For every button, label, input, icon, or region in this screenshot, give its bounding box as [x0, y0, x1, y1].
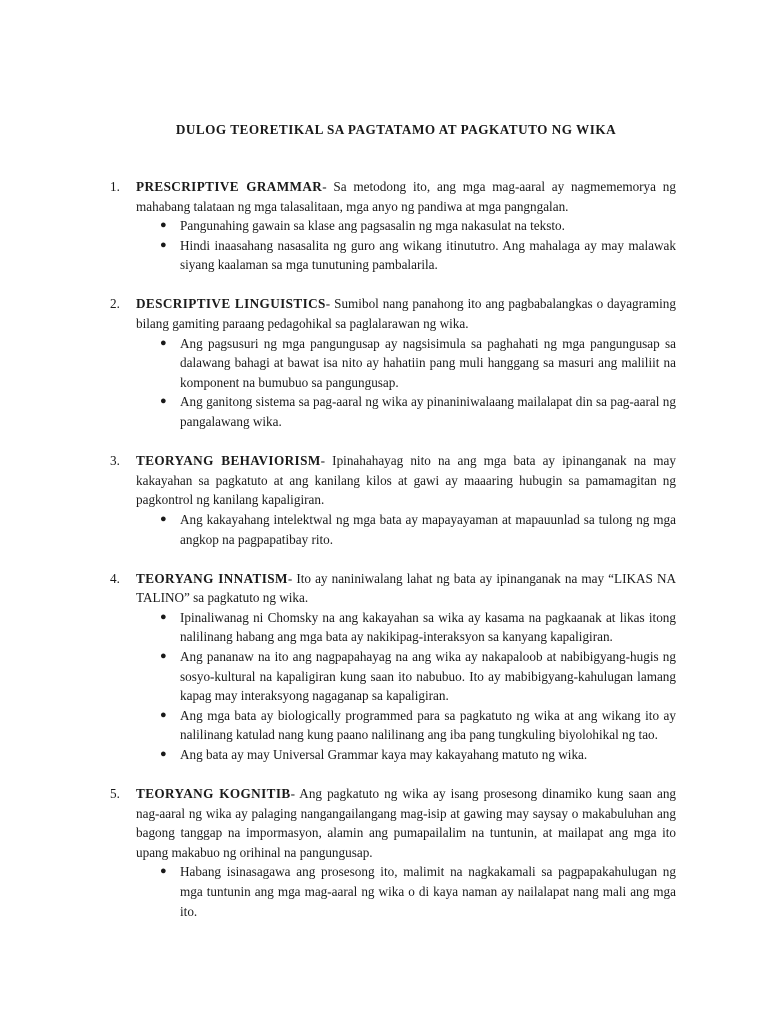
section-paragraph: [136, 569, 676, 608]
theory-section: [110, 784, 676, 921]
section-paragraph: [136, 784, 676, 862]
bullet-item: [160, 745, 676, 765]
bullet-dot-icon: ●: [160, 512, 167, 525]
bullet-text: Hindi inaasahang nasasalita ng guro ang wikang itinututro. Ang mahalaga ay may malawak siyang kaalaman sa mga tunutuning pambalarila.: [180, 237, 676, 273]
bullet-dot-icon: ●: [160, 708, 167, 721]
section-heading: TEORYANG BEHAVIORISM: [136, 453, 321, 469]
section-paragraph: [136, 177, 676, 216]
bullet-list: [136, 216, 676, 275]
section-body: - Sa metodong ito, ang mga mag-aaral ay nagmememorya ng mahabang talataan ng mga talasalitaan, mga anyo ng pandiwa at mga pangngalan.: [136, 179, 676, 214]
bullet-text: Ang bata ay may Universal Grammar kaya may kakayahang matuto ng wika.: [180, 746, 588, 762]
bullet-item: [160, 216, 676, 236]
section-heading: TEORYANG KOGNITIB: [136, 786, 291, 802]
bullet-item: [160, 510, 676, 549]
theory-section-list: [110, 177, 676, 921]
section-number: 2.: [110, 296, 120, 312]
section-heading: PRESCRIPTIVE GRAMMAR: [136, 179, 323, 194]
bullet-dot-icon: ●: [160, 865, 167, 878]
bullet-text: Ang ganitong sistema sa pag-aaral ng wika ay pinaniniwalaang mailalapat din sa pag-aaral ng pangalawang wika.: [180, 394, 676, 430]
bullet-list: [136, 334, 676, 432]
section-number: 4.: [110, 570, 120, 586]
section-number: 3.: [110, 453, 120, 469]
bullet-dot-icon: ●: [160, 395, 167, 408]
section-paragraph: [136, 294, 676, 333]
bullet-text: Pangunahing gawain sa klase ang pagsasalin ng mga nakasulat na teksto.: [180, 218, 565, 234]
section-heading: DESCRIPTIVE LINGUISTICS: [136, 296, 326, 312]
bullet-dot-icon: ●: [160, 610, 167, 623]
bullet-dot-icon: ●: [160, 649, 167, 662]
bullet-item: [160, 862, 676, 921]
section-number: 1.: [110, 179, 120, 194]
bullet-list: [136, 510, 676, 549]
bullet-dot-icon: ●: [160, 747, 167, 760]
bullet-text: Habang isinasagawa ang prosesong ito, malimit na nagkakamali sa pagpapakahulugan ng mga tuntunin ang mga mag-aaral ng wika o di kaya naman ay nailalapat nang mali ang mga ito.: [180, 864, 676, 919]
bullet-dot-icon: ●: [160, 238, 167, 251]
bullet-item: [160, 334, 676, 393]
bullet-item: [160, 647, 676, 706]
bullet-item: [160, 608, 676, 647]
bullet-text: Ang kakayahang intelektwal ng mga bata ay mapayayaman at mapauunlad sa tulong ng mga angkop na pagpapatibay rito.: [180, 511, 676, 547]
section-paragraph: [136, 451, 676, 510]
bullet-dot-icon: ●: [160, 219, 167, 232]
theory-section: [110, 294, 676, 431]
section-body: - Sumibol nang panahong ito ang pagbabalangkas o dayagraming bilang gamiting paraang pedagohikal sa paglalarawan ng wika.: [136, 296, 676, 332]
bullet-item: [160, 236, 676, 275]
theory-section: [110, 451, 676, 549]
bullet-text: Ang pananaw na ito ang nagpapahayag na ang wika ay nakapaloob at nabibigyang-hugis ng sosyo-kultural na kapaligiran kung saan ito nabubuo. Ito ay mabibigyang-kahulugan lamang kapag may interaksyong nagaganap sa kapaligiran.: [180, 648, 676, 704]
document-title: DULOG TEORETIKAL SA PAGTATAMO AT PAGKATUTO NG WIKA: [175, 122, 617, 137]
bullet-item: [160, 706, 676, 745]
bullet-text: Ang pagsusuri ng mga pangungusap ay nagsisimula sa paghahati ng mga pangungusap sa dalawang bahagi at bawat isa nito ay hahatiin pang muli hanggang sa masuri ang maliliit na komponent na bumubuo sa pangungusap.: [180, 335, 676, 390]
bullet-list: [136, 608, 676, 765]
section-body: - Ang pagkatuto ng wika ay isang prosesong dinamiko kung saan ang nag-aaral ng wika ay palaging nangangailangang mag-isip at gawing may saysay o makabuluhan ang bagong tanggap na impormasyon, alamin ang pumapailalim na tuntunin, at mailapat ang mga ito upang makabuo ng orihinal na pangungusap.: [136, 786, 677, 860]
section-body: - Ipinahahayag nito na ang mga bata ay ipinanganak na may kakayahan sa pagkatuto at ang kanilang kilos at gawi ay maaaring hubugin sa pamamagitan ng pagkontrol ng kanilang kapaligiran.: [136, 453, 676, 508]
bullet-list: [136, 862, 676, 921]
theory-section: [110, 569, 676, 765]
bullet-dot-icon: ●: [160, 336, 167, 349]
bullet-item: [160, 392, 676, 431]
bullet-text: Ang mga bata ay biologically programmed para sa pagkatuto ng wika at ang wikang ito ay nalilinang katulad nang kung paano nalilinang ang iba pang tungkuling biyolohikal ng tao.: [180, 707, 676, 743]
section-body: - Ito ay naniniwalang lahat ng bata ay ipinanganak na may “LIKAS NA TALINO” sa pagkatuto ng wika.: [136, 570, 677, 606]
section-heading: TEORYANG INNATISM: [136, 570, 288, 586]
theory-section: [110, 177, 676, 275]
section-number: 5.: [110, 786, 120, 802]
bullet-text: Ipinaliwanag ni Chomsky na ang kakayahan sa wika ay kasama na pagkaanak at likas itong nalilinang habang ang mga bata ay nakikipag-interaksyon sa kanyang kapaligiran.: [180, 609, 676, 645]
